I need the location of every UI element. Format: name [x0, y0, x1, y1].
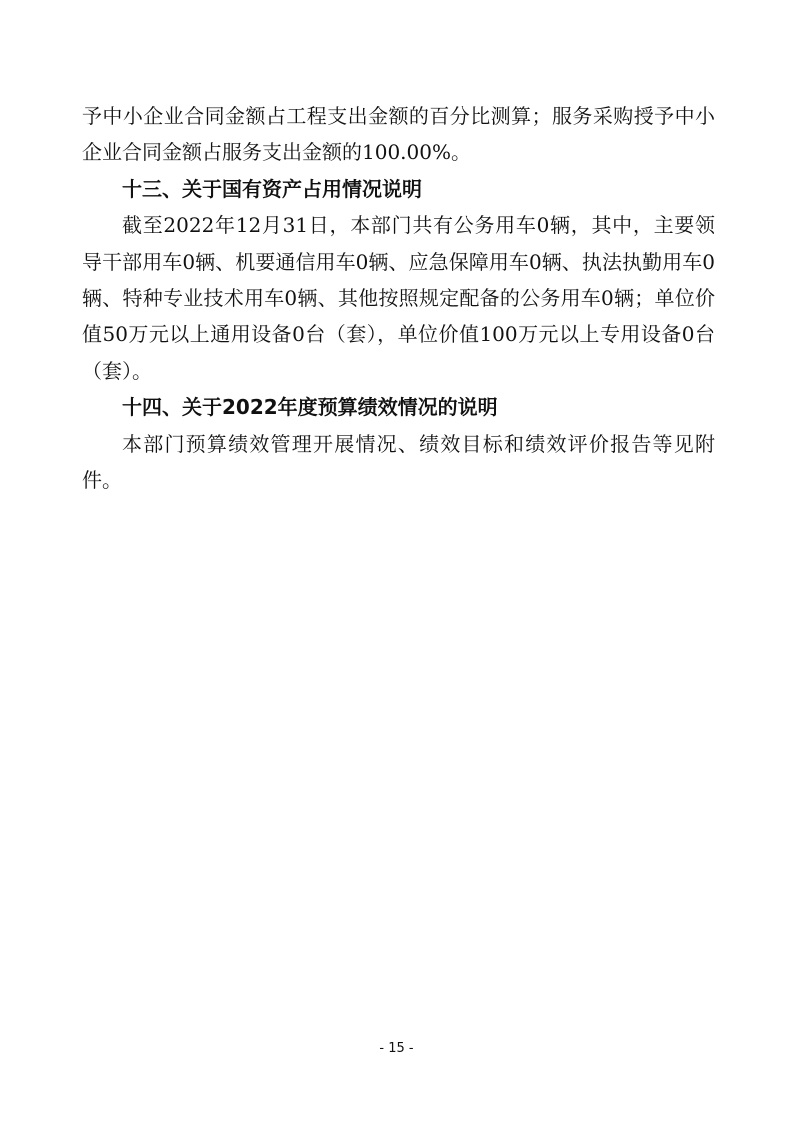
section-13-paragraph: 截至2022年12月31日，本部门共有公务用车0辆，其中，主要领导干部用车0辆、机要通信用车0辆、应急保障用车0辆、执法执勤用车0辆、特种专业技术用车0辆、其他按照规定配备的公务用车0辆；单位价值50万元以上通用设备0台（套），单位价值100万元以上专用设备0台（套）。 [82, 213, 715, 383]
section-14-heading: 十四、关于2022年度预算绩效情况的说明 [122, 395, 498, 420]
section-13-heading: 十三、关于国有资产占用情况说明 [122, 176, 422, 201]
page-number: - 15 - [379, 1041, 414, 1056]
document-body [82, 98, 715, 498]
section-14-paragraph: 本部门预算绩效管理开展情况、绩效目标和绩效评价报告等见附件。 [82, 431, 715, 493]
continued-paragraph: 予中小企业合同金额占工程支出金额的百分比测算；服务采购授予中小企业合同金额占服务支出金额的100.00%。 [82, 104, 715, 165]
